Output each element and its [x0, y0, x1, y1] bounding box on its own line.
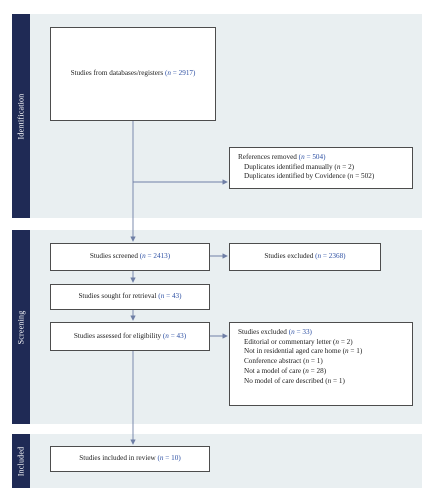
removed-box — [229, 147, 413, 189]
exclusion-reason: No model of care described (n = 1) — [244, 376, 345, 385]
excluded-screening-box — [229, 243, 381, 271]
screened-text: Studies screened (n = 2413) — [89, 252, 171, 261]
excluded-eligibility-heading: Studies excluded (n = 33) — [238, 328, 312, 336]
databases-text: Studies from databases/registers (n = 2917) — [70, 69, 196, 78]
removed-item: Duplicates identified by Covidence (n = 502) — [244, 172, 375, 181]
exclusion-reason: Editorial or commentary letter (n = 2) — [244, 337, 353, 346]
removed-item: Duplicates identified manually (n = 2) — [244, 162, 355, 171]
included-box — [50, 446, 210, 472]
exclusion-reason: Not a model of care (n = 28) — [244, 366, 327, 375]
removed-heading: References removed (n = 504) — [238, 153, 326, 161]
included-text: Studies included in review (n = 10) — [79, 454, 181, 463]
eligibility-box — [50, 322, 210, 351]
included-label: Included — [16, 446, 26, 476]
identification-label: Identification — [16, 93, 26, 139]
screened-box — [50, 243, 210, 271]
exclusion-reason: Not in residential aged care home (n = 1) — [244, 347, 363, 356]
exclusion-reason: Conference abstract (n = 1) — [244, 357, 323, 366]
eligibility-text: Studies assessed for eligibility (n = 43) — [73, 331, 187, 340]
excluded-screening-text: Studies excluded (n = 2368) — [264, 252, 346, 261]
excluded-eligibility-box — [229, 322, 413, 406]
retrieval-text: Studies sought for retrieval (n = 43) — [78, 292, 182, 301]
retrieval-box — [50, 284, 210, 310]
screening-label: Screening — [16, 310, 26, 344]
databases-box — [50, 27, 216, 121]
